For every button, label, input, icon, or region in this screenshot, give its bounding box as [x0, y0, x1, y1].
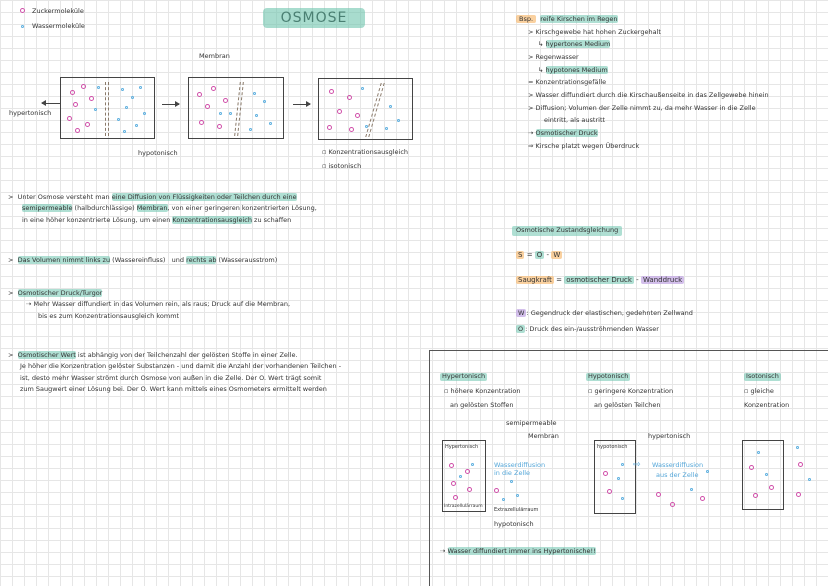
sugar-molecule-icon [205, 104, 210, 109]
water-out-arrow-icon: ⇨ [633, 460, 641, 470]
hyper-desc-1: ▫ höhere Konzentration [444, 387, 521, 395]
hypo-desc-1: ▫ geringere Konzentration [588, 387, 674, 395]
sugar-molecule-icon [67, 116, 72, 121]
water-molecule-icon [617, 477, 620, 480]
arrow-right-icon [293, 104, 310, 105]
hypo-title: Hypotonisch [588, 372, 629, 380]
definition-paragraph: > Unter Osmose versteht man eine Diffusion von Flüssigkeiten oder Teilchen durch eine semipermeable (halbdurchlässige) Membran, von einer geringeren konzentrierten Lösung, in eine höher konzentrierte Lösung, um einen Konzentrationsausgleich zu schaffen [8, 193, 317, 224]
pressure-paragraph: > Osmotischer Druck/Turgor ⇢ Mehr Wasser diffundiert in das Volumen rein, als raus; Druck auf die Membran, bis es zum Konzentrationsausgleich kommt [8, 289, 291, 320]
water-molecule-icon [765, 473, 768, 476]
water-molecule-icon [385, 127, 388, 130]
arrow-left-icon [42, 103, 60, 104]
sugar-molecule-icon [81, 84, 86, 89]
sugar-molecule-icon [329, 89, 334, 94]
sugar-molecule-icon [75, 128, 80, 133]
water-molecule-icon [255, 114, 258, 117]
sugar-molecule-icon [467, 487, 472, 492]
sugar-molecule-icon [449, 463, 454, 468]
sugar-molecule-icon [494, 488, 499, 493]
sugar-molecule-icon [349, 127, 354, 132]
cell-label: Hypertonisch [445, 444, 479, 450]
example-section: Bsp. reife Kirschen im Regen > Kirschgewebe hat hohen Zuckergehalt ↳ hypertones Medium > Regenwasser ↳ hypotones Medium = Konzentrationsgefälle > Wasser diffundiert durch die Kirschaußenseite in das Zellgewebe hinein > Diffusion; Volumen der Zelle nimmt zu, da mehr Wasser in die Zelle eintritt, als austritt ⇢ Osmotischer Druck ⇒ Kirsche platzt wegen Überdruck [516, 13, 769, 152]
sugar-molecule-icon [337, 109, 342, 114]
equation-short: S = O - W [518, 251, 561, 259]
hypotonic-label-2: hypotonisch [494, 520, 534, 528]
iso-desc-1: ▫ gleiche [744, 387, 774, 395]
membrane [365, 83, 384, 137]
conclusion: ⇢ Wasser diffundiert immer ins Hypertonische!! [440, 547, 596, 555]
sugar-molecule-icon [20, 8, 25, 13]
water-molecule-icon [94, 108, 97, 111]
sugar-molecule-icon [89, 96, 94, 101]
membrane [105, 82, 109, 136]
water-molecule-icon [516, 494, 519, 497]
sugar-molecule-icon [670, 502, 675, 507]
sugar-molecule-icon [603, 471, 608, 476]
sugar-molecule-icon [347, 95, 352, 100]
water-molecule-icon [117, 118, 120, 121]
volume-paragraph: > Das Volumen nimmt links zu (Wassereinfluss) und rechts ab (Wasserausstrom) [8, 256, 278, 264]
water-molecule-icon [459, 475, 462, 478]
osmotic-value-paragraph: > Osmotischer Wert ist abhängig von der Teilchenzahl der gelösten Stoffe in einer Zelle. Je höher die Konzentration gelöster Substanzen - und damit die Anzahl der vorhandenen Teilchen - ist, desto mehr Wasser strömt durch Osmose von außen in die Zelle. Der O. Wert trägt somit zum Saugwert einer Lösung bei. Der O. Wert kann mittels eines Osmometers ermittelt werden [8, 351, 342, 394]
water-molecule-icon [143, 112, 146, 115]
sugar-molecule-icon [217, 124, 222, 129]
hypotonic-cell [594, 440, 636, 514]
sugar-molecule-icon [796, 492, 801, 497]
panel-border-top [429, 350, 828, 351]
wall-pressure-def: W : Gegendruck der elastischen, gedehnten Zellwand [518, 309, 693, 317]
water-molecule-icon [757, 451, 760, 454]
sugar-molecule-icon [197, 92, 202, 97]
water-molecule-icon [249, 128, 252, 131]
water-molecule-icon [121, 88, 124, 91]
hypo-desc-2: an gelösten Teilchen [594, 401, 661, 409]
result-equalization: ▫ Konzentrationsausgleich [322, 148, 409, 156]
water-molecule-icon [621, 497, 624, 500]
semipermeable-label: semipermeable [506, 419, 557, 427]
water-molecule-icon [808, 478, 811, 481]
legend-water: Wassermoleküle [32, 22, 85, 30]
equation-heading: Osmotische Zustandsgleichung [512, 226, 622, 236]
water-molecule-icon [389, 105, 392, 108]
water-molecule-icon [269, 122, 272, 125]
sugar-molecule-icon [85, 122, 90, 127]
water-molecule-icon [219, 112, 222, 115]
water-molecule-icon [796, 446, 799, 449]
water-in-label: Wasserdiffusion in die Zelle [494, 461, 546, 478]
sugar-molecule-icon [211, 86, 216, 91]
water-molecule-icon [123, 130, 126, 133]
water-molecule-icon [502, 498, 505, 501]
sugar-molecule-icon [453, 495, 458, 500]
water-molecule-icon [97, 86, 100, 89]
water-molecule-icon [361, 87, 364, 90]
beaker-initial [60, 77, 155, 139]
sugar-molecule-icon [223, 98, 228, 103]
sugar-molecule-icon [798, 462, 803, 467]
sugar-molecule-icon [769, 485, 774, 490]
sugar-molecule-icon [607, 489, 612, 494]
isotonic-cell [742, 440, 784, 510]
membrane-label-2: Membran [528, 432, 559, 440]
water-molecule-icon [365, 125, 368, 128]
water-out-label: Wasserdiffusion aus der Zelle [652, 461, 704, 479]
sugar-molecule-icon [73, 102, 78, 107]
result-isotonic: ▫ isotonisch [322, 162, 362, 170]
membrane [234, 82, 244, 136]
water-molecule-icon [706, 470, 709, 473]
hypertonic-cell [442, 440, 486, 512]
water-molecule-icon [131, 96, 134, 99]
hypertonic-label: hypertonisch [9, 109, 52, 117]
panel-border-left [429, 350, 430, 586]
sugar-molecule-icon [753, 493, 758, 498]
page-title: OSMOSE [263, 8, 365, 28]
hypertonic-label-2: hypertonisch [648, 432, 691, 440]
water-molecule-icon [621, 463, 624, 466]
iso-desc-2: Konzentration [744, 401, 790, 409]
sugar-molecule-icon [355, 113, 360, 118]
sugar-molecule-icon [451, 481, 456, 486]
water-molecule-icon [471, 463, 474, 466]
membrane-label: Membran [199, 52, 230, 60]
extracellular-label: Extrazellulärraum [494, 507, 539, 513]
water-molecule-icon [135, 124, 138, 127]
beaker-middle [188, 77, 284, 139]
hyper-title: Hypertonisch [442, 372, 486, 380]
sugar-molecule-icon [700, 496, 705, 501]
sugar-molecule-icon [327, 125, 332, 130]
cell-label: hypotonisch [597, 444, 628, 450]
water-molecule-icon [139, 86, 142, 89]
osmotic-pressure-def: O : Druck des ein-/ausströhmenden Wasser [518, 325, 659, 333]
sugar-molecule-icon [465, 469, 470, 474]
water-molecule-icon [229, 112, 232, 115]
water-molecule-icon [510, 480, 513, 483]
water-molecule-icon [263, 100, 266, 103]
arrow-right-icon [162, 104, 179, 105]
water-molecule-icon [690, 488, 693, 491]
water-molecule-icon [125, 106, 128, 109]
water-molecule-icon [397, 119, 400, 122]
iso-title: Isotonisch [746, 372, 779, 380]
sugar-molecule-icon [199, 120, 204, 125]
beaker-equilibrium [318, 78, 413, 140]
water-molecule-icon [253, 92, 256, 95]
intracellular-label: Intrazellulärraum [444, 504, 483, 509]
water-molecule-icon [21, 25, 24, 28]
sugar-molecule-icon [749, 465, 754, 470]
equation-long: Saugkraft = osmotischer Druck - Wanddruck [518, 276, 683, 284]
legend-sugar: Zuckermoleküle [32, 7, 84, 15]
sugar-molecule-icon [656, 492, 661, 497]
hypotonic-label: hypotonisch [138, 149, 178, 157]
hyper-desc-2: an gelösten Stoffen [450, 401, 514, 409]
sugar-molecule-icon [70, 90, 75, 95]
